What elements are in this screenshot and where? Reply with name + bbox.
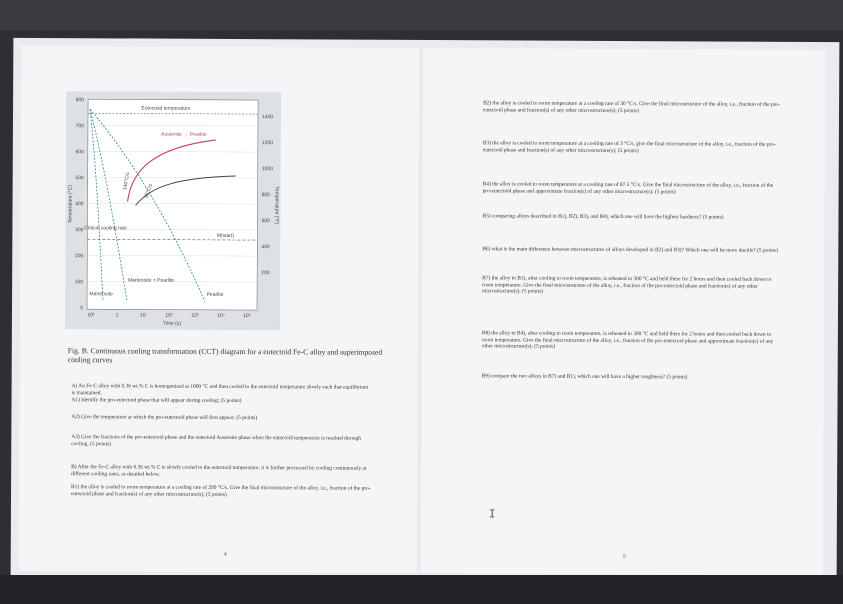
cct-diagram xyxy=(65,91,281,330)
text-cursor-icon: I xyxy=(488,507,496,521)
y2-tick: 1200 xyxy=(261,140,274,147)
pearlite-label: Pearlite xyxy=(206,291,224,298)
question-b1: B1) the alloy is cooled to room temperature at a cooling rate of 200 °C/s. Give the final microstructure of the alloy, i.e., fraction of the pro-eutectoid phase and fraction(s) of any other microstructure(s); (5 points) xyxy=(71,484,371,498)
question-b8: B8) the alloy in B4), after cooling to room temperature, is reheated to 300 °C and held there for 2 hours and then cooled back down to room temperature. Give the final microstructure of the alloy, i.e., fraction of the pro-eutectoid phase and approximate fraction(s) of any other microstructure(s); (5 points) xyxy=(481,330,774,350)
x-tick: 10⁴ xyxy=(217,312,225,319)
rate-label-1: 140°C/s xyxy=(122,171,132,191)
page-number-right: 5 xyxy=(622,554,626,561)
y-tick: 0 xyxy=(80,305,84,312)
y2-tick: 1000 xyxy=(261,166,273,173)
question-b6: B6) what is the main difference between microstructures of alloys developed in B2) and B3)? Which one will be more ductile? (5 points) xyxy=(482,246,778,254)
x-tick: 10 xyxy=(140,312,146,319)
question-a3: A3) Give the fractions of the pro-eutectoid phase and the eutectoid Austenite phase when the eutectoid temperature is reached through cooling. (5 points) xyxy=(71,434,361,447)
y2-tick: 600 xyxy=(261,218,270,225)
question-a1: A1) Identify the pro-eutectoid phase that will appear during cooling; (5 points) xyxy=(71,397,242,405)
figure-caption: Fig. B. Continuous cooling transformation (CCT) diagram for a eutectoid Fe-C alloy and superimposed cooling curves xyxy=(67,346,383,365)
x-axis-label: Time (s) xyxy=(162,320,182,327)
x-tick: 10² xyxy=(165,312,173,319)
y2-axis-label: Temperature (°F) xyxy=(273,186,280,225)
y-tick: 600 xyxy=(75,149,84,156)
monitor-bezel-bottom xyxy=(0,575,843,604)
x-tick: 10⁵ xyxy=(243,313,251,320)
y-tick: 200 xyxy=(74,253,84,260)
ms-label: M(start) xyxy=(216,232,235,239)
question-b2: B2) the alloy is cooled to room temperature at a cooling rate of 30 °C/s. Give the final microstructure of the alloy, i.e., fraction of the pro-eutectoid phase and fraction(s) of any other microstructure(s); (5 points) xyxy=(483,100,780,114)
question-b5: B5) comparing alloys described in B1), B2), B3), and B4), which one will have the highest hardness? (5 points) xyxy=(482,213,724,221)
x-tick: 10¹ xyxy=(87,312,95,319)
question-b3: B3) the alloy is cooled to room temperature at a cooling rate of 3 °C/s, give the final microstructure of the alloy, i.e., fraction of the pro-eutectoid phase and fraction(s) of any other microstructure(s); (5 points) xyxy=(482,140,776,154)
y-tick: 100 xyxy=(74,279,84,286)
y-tick: 500 xyxy=(75,175,84,182)
x-tick: 1 xyxy=(115,312,119,319)
y2-tick: 1400 xyxy=(261,114,274,121)
y-axis-label: Temperature (°C) xyxy=(67,184,74,224)
monitor-bezel-top xyxy=(0,0,843,30)
page-4 xyxy=(19,46,420,573)
y-tick: 400 xyxy=(75,201,84,208)
y-tick: 300 xyxy=(75,227,84,234)
x-tick: 10³ xyxy=(191,312,199,319)
y2-tick: 800 xyxy=(261,192,270,199)
austenite-pearlite-label: Austenite → Pearlite xyxy=(161,131,207,138)
question-b7: B7) the alloy in B1), after cooling to room temperature, is reheated to 300 °C and held there for 2 hours and then cooled back down to room temperature. Give the final microstructure of the alloy, i.e., fraction of the pro-eutectoid phase and fraction(s) of any other microstructure(s); (5 points) xyxy=(482,275,772,295)
page-number-left: 4 xyxy=(223,551,227,558)
page-5 xyxy=(421,48,826,575)
y-tick: 800 xyxy=(75,97,85,104)
question-b-intro: B) After the Fe-C alloy with 0.36 wt.% C is slowly cooled to the eutectoid temperature, it is further processed by cooling continuously at different cooling rates, as detailed below. xyxy=(71,464,367,478)
y2-tick: 200 xyxy=(261,270,270,277)
critical-rate-label: Critical cooling rate xyxy=(84,225,127,232)
martensite-pearlite-label: Martensite + Pearlite xyxy=(128,277,175,284)
martensite-label: Martensite xyxy=(89,291,113,298)
question-b9: B9) compare the two alloys in B7) and B1), which one will have a higher toughness? (5 points) xyxy=(481,373,688,381)
document-viewer[interactable] xyxy=(11,38,840,582)
rate-label-2: 35°C/s xyxy=(143,183,155,200)
y2-tick: 400 xyxy=(261,244,270,251)
eutectoid-label: Eutectoid temperature xyxy=(141,105,191,112)
question-b4: B4) the alloy is cooled to room temperature at a cooling rate of 87.5 °C/s. Give the final microstructure of the alloy, i.e., fraction of the pro-eutectoid phase and approximate fraction(s) of any other microstructure(s); (5 points) xyxy=(482,181,774,195)
question-a2: A2) Give the temperature at which the pro-eutectoid phase will first appear; (5 points) xyxy=(71,414,258,422)
question-a-intro: A) An Fe-C alloy with 0.36 wt.% C is homogenized at 1000 °C and then cooled to the eutectoid temperature slowly such that equilibrium is maintained. xyxy=(71,383,369,396)
y-tick: 700 xyxy=(75,123,84,130)
